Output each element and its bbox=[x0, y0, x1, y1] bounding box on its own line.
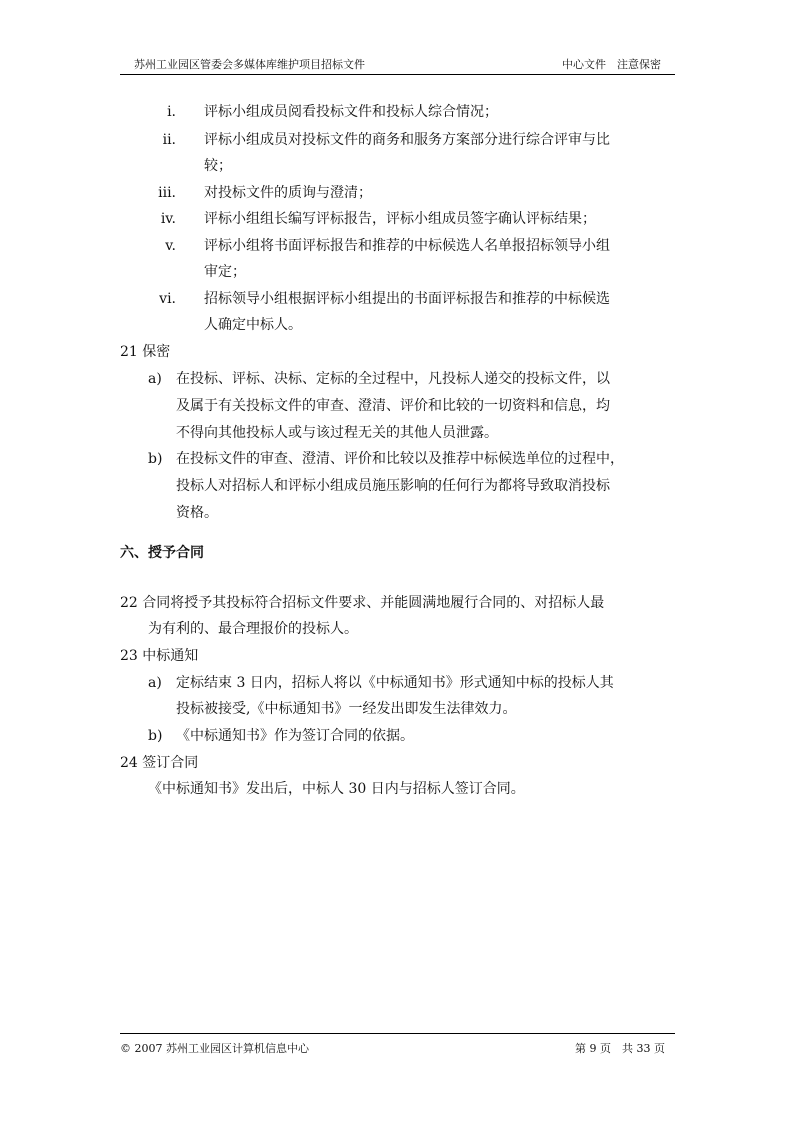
clause-24-title: 24 签订合同 bbox=[120, 755, 199, 771]
step-text: 审定； bbox=[204, 264, 246, 280]
item-text: 《中标通知书》作为签订合同的依据。 bbox=[176, 728, 414, 744]
step-text: 较； bbox=[204, 158, 232, 174]
page-header bbox=[120, 56, 675, 74]
item-text: 定标结束 3 日内，招标人将以《中标通知书》形式通知中标的投标人其 bbox=[176, 675, 614, 691]
footer-divider bbox=[120, 1033, 675, 1034]
step-text: 评标小组组长编写评标报告，评标小组成员签字确认评标结果； bbox=[204, 211, 596, 227]
clause-22-text: 为有利的、最合理报价的投标人。 bbox=[148, 621, 358, 637]
item-text: 及属于有关投标文件的审查、澄清、评价和比较的一切资料和信息，均 bbox=[176, 398, 610, 414]
item-label: a) bbox=[148, 675, 162, 691]
clause-23-title: 23 中标通知 bbox=[120, 648, 199, 664]
page-number: 第 9 页 共 33 页 bbox=[575, 1042, 665, 1055]
header-divider bbox=[120, 74, 675, 75]
step-number: v. bbox=[165, 238, 176, 254]
item-text: 在投标、评标、决标、定标的全过程中，凡投标人递交的投标文件，以 bbox=[176, 371, 610, 387]
step-number: iii. bbox=[158, 185, 176, 201]
step-text: 人确定中标人。 bbox=[204, 317, 302, 333]
step-number: i. bbox=[167, 104, 176, 120]
item-text: 不得向其他投标人或与该过程无关的其他人员泄露。 bbox=[176, 425, 498, 441]
header-title: 苏州工业园区管委会多媒体库维护项目招标文件 bbox=[134, 58, 365, 71]
clause-21-title: 21 保密 bbox=[120, 344, 171, 360]
step-text: 评标小组将书面评标报告和推荐的中标候选人名单报招标领导小组 bbox=[204, 238, 610, 254]
item-label: a) bbox=[148, 371, 162, 387]
item-label: b) bbox=[148, 451, 163, 467]
step-number: ii. bbox=[162, 132, 176, 148]
header-classification: 中心文件 注意保密 bbox=[562, 58, 661, 71]
item-text: 资格。 bbox=[176, 505, 218, 521]
item-label: b) bbox=[148, 728, 163, 744]
clause-22-text: 22 合同将授予其投标符合招标文件要求、并能圆满地履行合同的、对招标人最 bbox=[120, 595, 605, 611]
footer-copyright: © 2007 苏州工业园区计算机信息中心 bbox=[120, 1042, 309, 1055]
page-footer bbox=[120, 1040, 675, 1058]
section-heading: 六、授予合同 bbox=[120, 545, 204, 561]
item-text: 投标被接受,《中标通知书》一经发出即发生法律效力。 bbox=[176, 701, 517, 717]
step-text: 评标小组成员阅看投标文件和投标人综合情况； bbox=[204, 104, 498, 120]
step-number: vi. bbox=[159, 291, 176, 307]
clause-24-text: 《中标通知书》发出后，中标人 30 日内与招标人签订合同。 bbox=[148, 781, 525, 797]
step-text: 对投标文件的质询与澄清； bbox=[204, 185, 372, 201]
step-text: 评标小组成员对投标文件的商务和服务方案部分进行综合评审与比 bbox=[204, 132, 610, 148]
step-number: iv. bbox=[160, 211, 176, 227]
item-text: 投标人对招标人和评标小组成员施压影响的任何行为都将导致取消投标 bbox=[176, 478, 610, 494]
item-text: 在投标文件的审查、澄清、评价和比较以及推荐中标候选单位的过程中， bbox=[176, 451, 624, 467]
step-text: 招标领导小组根据评标小组提出的书面评标报告和推荐的中标候选 bbox=[204, 291, 610, 307]
